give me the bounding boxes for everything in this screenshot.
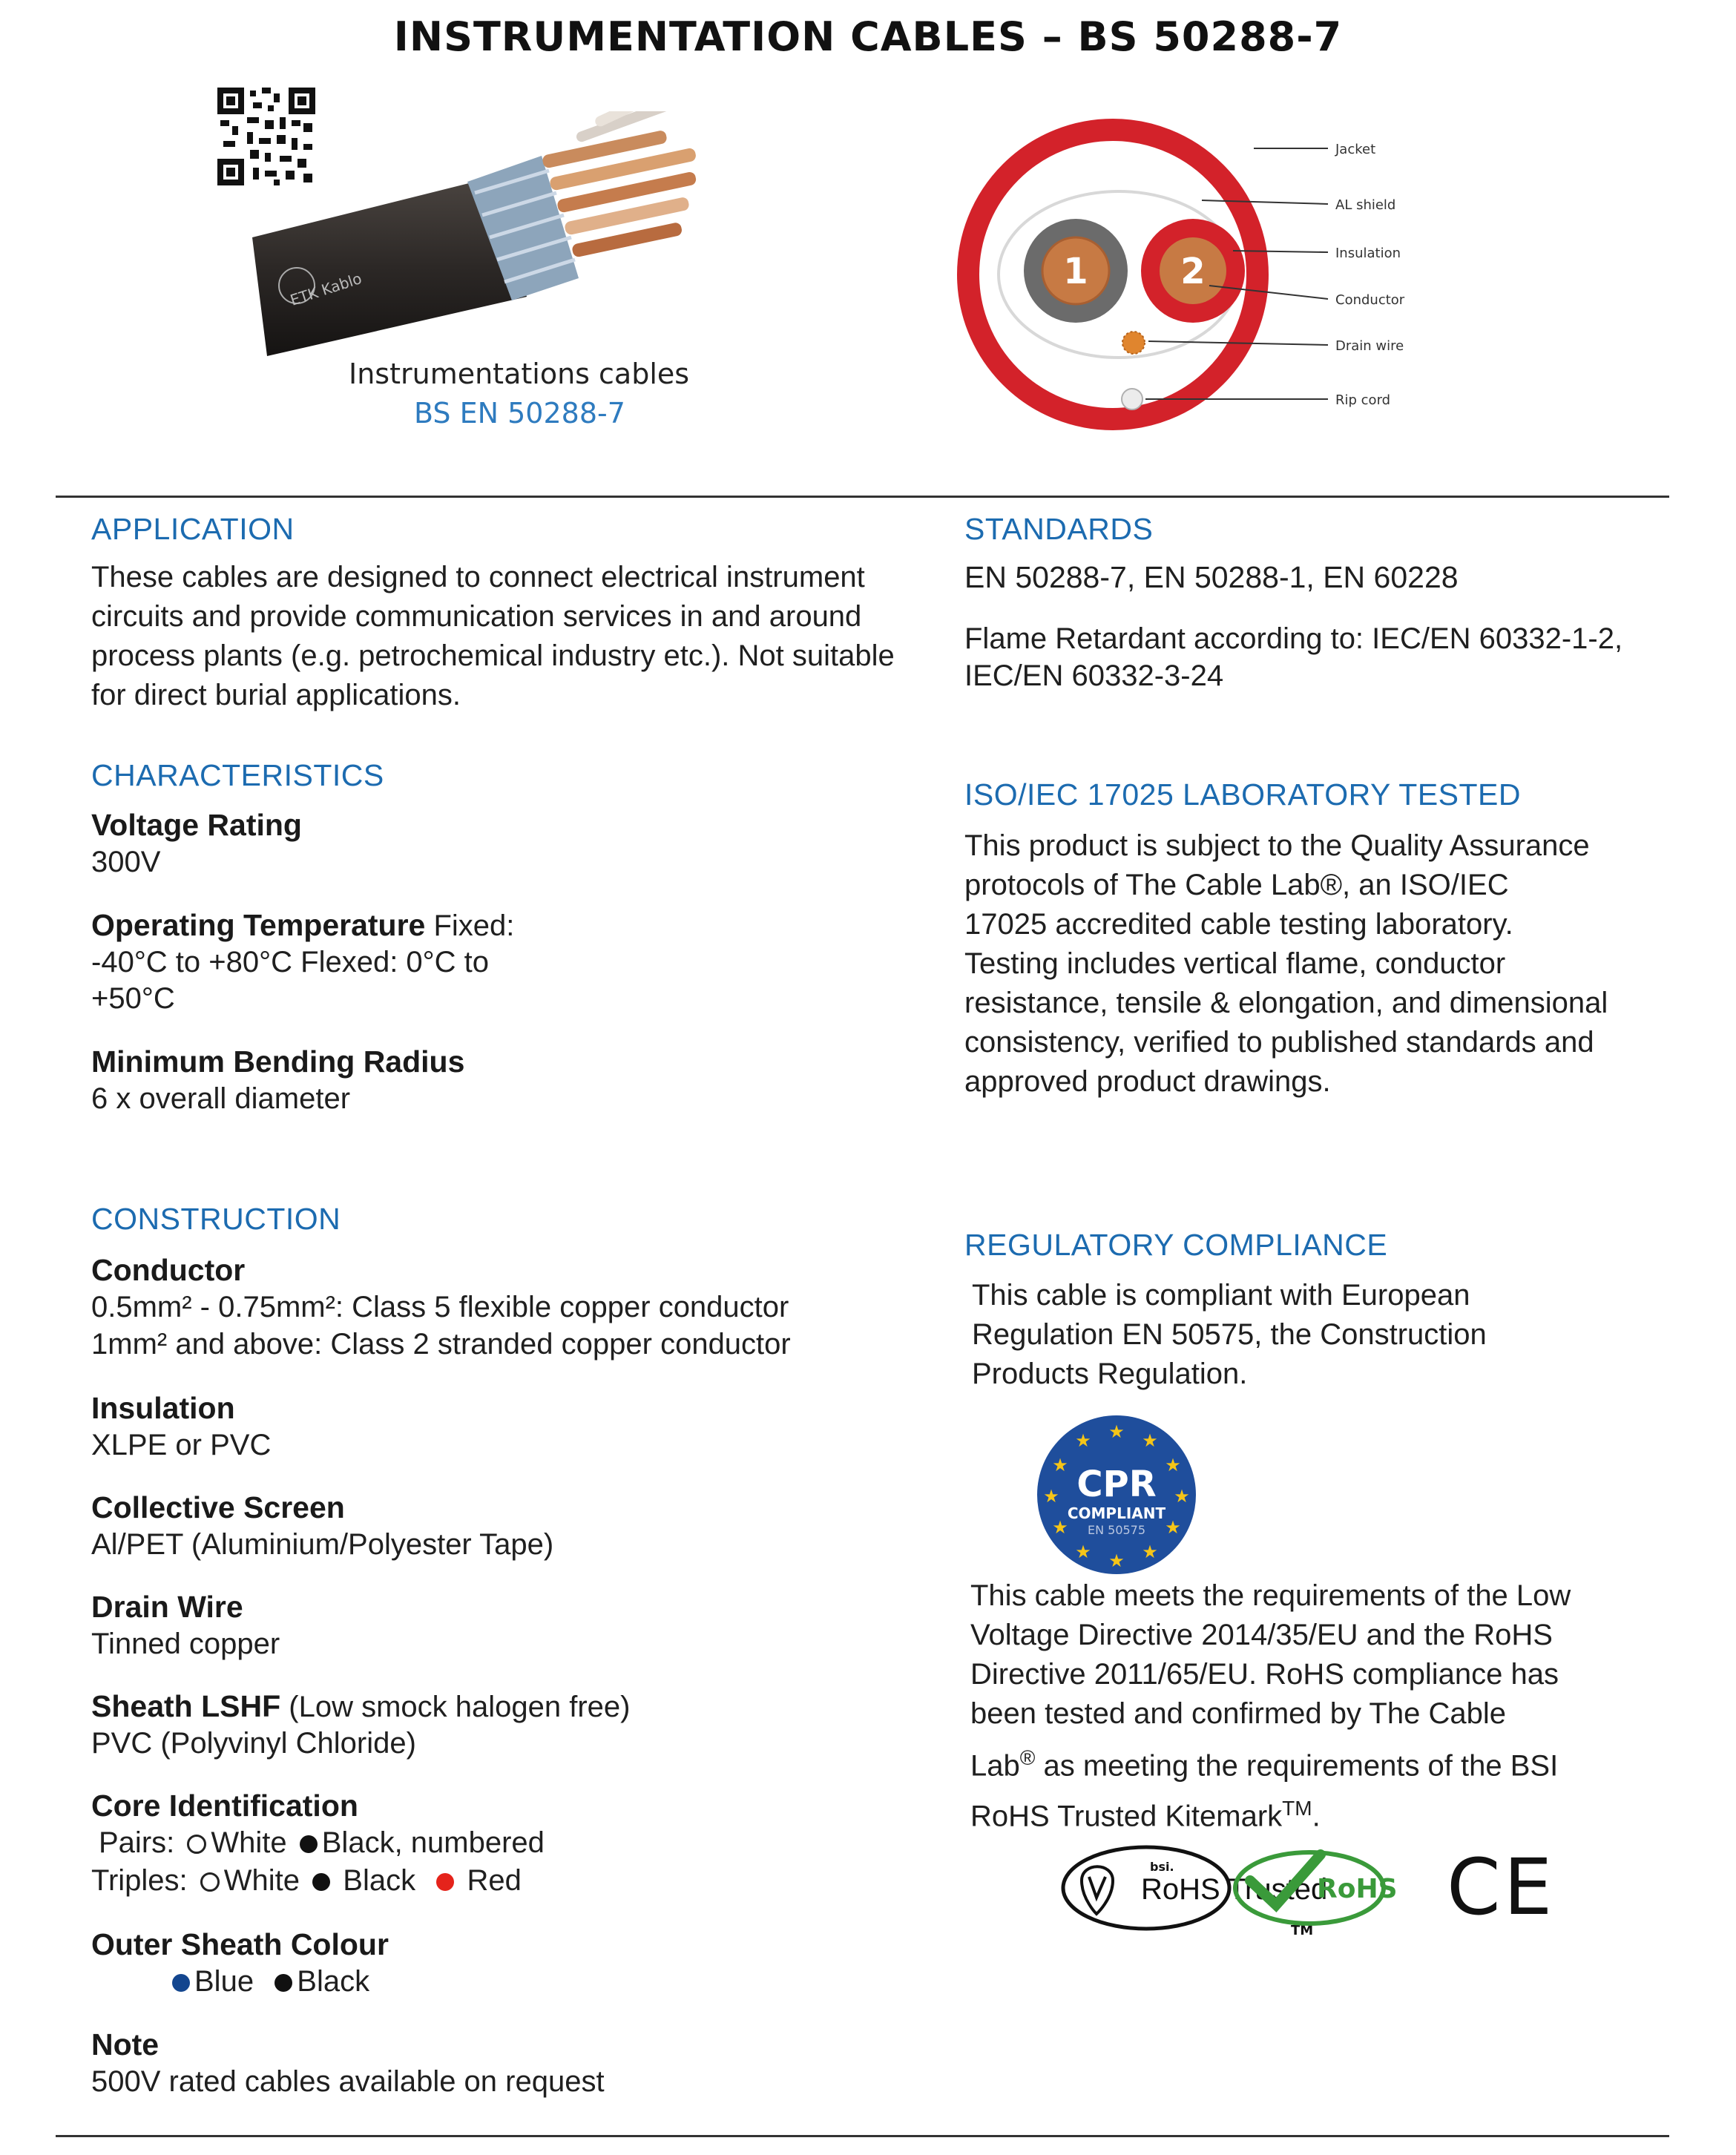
characteristics-heading: CHARACTERISTICS <box>91 758 384 792</box>
svg-text:★: ★ <box>1165 1517 1181 1538</box>
cpr-compliant-badge <box>1035 1413 1198 1576</box>
cable-print: ETK Kablo <box>288 269 364 309</box>
iso-line: consistency, verified to published standards and <box>964 1026 1594 1059</box>
core-identification-label: Core Identification <box>91 1789 358 1823</box>
cable-photo <box>245 111 734 363</box>
label-conductor: Conductor <box>1335 292 1405 308</box>
insulation-value: XLPE or PVC <box>91 1429 272 1461</box>
bending-radius-label: Minimum Bending Radius <box>91 1044 465 1079</box>
rohs-line: been tested and confirmed by The Cable <box>970 1697 1506 1730</box>
svg-text:★: ★ <box>1052 1455 1068 1475</box>
cpr-badge-title: CPR <box>1076 1464 1157 1505</box>
svg-text:★: ★ <box>1165 1455 1181 1475</box>
triples-prefix: Triples: <box>91 1864 188 1897</box>
note-value: 500V rated cables available on request <box>91 2065 605 2098</box>
svg-text:★: ★ <box>1174 1486 1190 1507</box>
temperature-range-end: +50°C <box>91 982 175 1015</box>
bsi-small-text: bsi. <box>1150 1860 1174 1874</box>
cable-cross-section-diagram <box>957 119 1432 482</box>
construction-heading: CONSTRUCTION <box>91 1202 341 1236</box>
iso-line: resistance, tensile & elongation, and dimensional <box>964 987 1608 1019</box>
sheath-suffix: (Low smock halogen free) <box>280 1691 631 1723</box>
temperature-fixed: Fixed: <box>425 909 515 942</box>
iso-line: approved product drawings. <box>964 1065 1331 1098</box>
sheath-value: PVC (Polyvinyl Chloride) <box>91 1727 416 1760</box>
application-text <box>91 558 930 715</box>
application-line: process plants (e.g. petrochemical industry etc.). Not suitable <box>91 639 895 672</box>
screen-value: Al/PET (Aluminium/Polyester Tape) <box>91 1528 554 1561</box>
bsi-tm-text: TM <box>1291 1923 1314 1938</box>
svg-text:★: ★ <box>1108 1550 1125 1571</box>
screen-label: Collective Screen <box>91 1490 345 1524</box>
svg-text:★: ★ <box>1108 1421 1125 1442</box>
outer-sheath-label: Outer Sheath Colour <box>91 1927 389 1961</box>
label-al-shield: AL shield <box>1335 197 1396 213</box>
compliance-logos <box>1061 1840 1565 1951</box>
triples-line <box>91 1862 522 1899</box>
iso-text <box>964 826 1608 1102</box>
svg-text:★: ★ <box>1075 1542 1091 1562</box>
label-rip-cord: Rip cord <box>1335 392 1391 408</box>
svg-text:★: ★ <box>1142 1430 1158 1451</box>
regulatory-line: This cable is compliant with European <box>972 1279 1470 1312</box>
trademark: TM <box>1282 1797 1312 1820</box>
regulatory-line: Regulation EN 50575, the Construction <box>972 1318 1487 1351</box>
rohs-line: Voltage Directive 2014/35/EU and the RoHS <box>970 1619 1553 1651</box>
rohs-logo-text: RoHS <box>1317 1874 1398 1904</box>
triples-black: Black <box>343 1864 416 1897</box>
drain-wire-value: Tinned copper <box>91 1628 280 1660</box>
label-drain-wire: Drain wire <box>1335 338 1404 354</box>
temperature-label: Operating Temperature <box>91 908 426 942</box>
svg-text:★: ★ <box>1052 1517 1068 1538</box>
conductor-label: Conductor <box>91 1253 246 1287</box>
regulatory-heading: REGULATORY COMPLIANCE <box>964 1228 1388 1262</box>
divider-bottom <box>56 2135 1669 2137</box>
red-dot-icon <box>436 1873 454 1891</box>
iso-heading: ISO/IEC 17025 LABORATORY TESTED <box>964 777 1522 812</box>
black-dot-icon <box>274 1974 292 1992</box>
conductor-line: 1mm² and above: Class 2 stranded copper conductor <box>91 1328 791 1361</box>
white-dot-icon <box>200 1872 220 1892</box>
registered-mark: ® <box>1019 1746 1036 1769</box>
iso-line: 17025 accredited cable testing laboratory. <box>964 908 1513 941</box>
regulatory-line: Products Regulation. <box>972 1358 1248 1390</box>
outer-sheath-colours <box>172 1963 369 2000</box>
flame-line: IEC/EN 60332-3-24 <box>964 659 1224 692</box>
pairs-white: White <box>211 1826 287 1859</box>
core-2-number: 2 <box>1180 251 1206 292</box>
svg-text:★: ★ <box>1075 1430 1091 1451</box>
note-label: Note <box>91 2027 160 2062</box>
blue-dot-icon <box>172 1974 190 1992</box>
rohs-text <box>970 1576 1571 1837</box>
svg-text:★: ★ <box>1043 1486 1059 1507</box>
sheath-line <box>91 1687 630 1725</box>
black-dot-icon <box>300 1835 318 1853</box>
application-line: These cables are designed to connect electrical instrument <box>91 561 865 593</box>
regulatory-text <box>972 1276 1487 1394</box>
voltage-value: 300V <box>91 846 161 878</box>
application-line: for direct burial applications. <box>91 679 461 711</box>
outer-black: Black <box>297 1965 370 1998</box>
iso-line: This product is subject to the Quality Assurance <box>964 829 1590 862</box>
cpr-badge-standard: EN 50575 <box>1087 1523 1146 1537</box>
page-title: INSTRUMENTATION CABLES – BS 50288-7 <box>393 13 1343 60</box>
ce-mark-icon: CE <box>1447 1842 1556 1932</box>
standards-heading: STANDARDS <box>964 512 1154 546</box>
bsi-rohs-text: RoHS Trusted <box>1141 1873 1328 1906</box>
temperature-range: -40°C to +80°C Flexed: 0°C to <box>91 946 490 978</box>
temperature-block <box>91 906 611 1017</box>
pairs-line <box>99 1824 545 1861</box>
pairs-prefix: Pairs: <box>99 1826 175 1859</box>
iso-line: Testing includes vertical flame, conductor <box>964 947 1506 980</box>
triples-red: Red <box>467 1864 522 1897</box>
white-dot-icon <box>187 1835 206 1854</box>
bending-radius-value: 6 x overall diameter <box>91 1082 351 1115</box>
application-heading: APPLICATION <box>91 512 295 546</box>
drain-wire-label: Drain Wire <box>91 1590 243 1624</box>
iso-line: protocols of The Cable Lab®, an ISO/IEC <box>964 869 1509 901</box>
cpr-badge-compliant: COMPLIANT <box>1067 1504 1166 1522</box>
flame-retardant <box>964 620 1622 694</box>
conductor-line: 0.5mm² - 0.75mm²: Class 5 flexible copper conductor <box>91 1291 789 1323</box>
photo-caption: Instrumentations cables <box>349 358 690 390</box>
rohs-line: Directive 2011/65/EU. RoHS compliance has <box>970 1658 1559 1691</box>
lab-text: Lab <box>970 1749 1020 1783</box>
core-1-number: 1 <box>1063 251 1088 292</box>
pairs-black: Black, numbered <box>321 1826 545 1859</box>
triples-white: White <box>223 1864 300 1897</box>
black-dot-icon <box>312 1873 330 1891</box>
voltage-label: Voltage Rating <box>91 808 302 842</box>
rohs-line: This cable meets the requirements of the Low <box>970 1579 1571 1612</box>
lab-text-rest: as meeting the requirements of the BSI <box>1035 1749 1559 1783</box>
divider-top <box>56 496 1669 498</box>
standards-line: EN 50288-7, EN 50288-1, EN 60228 <box>964 560 1459 594</box>
svg-text:★: ★ <box>1142 1542 1158 1562</box>
photo-caption-standard: BS EN 50288-7 <box>414 397 625 430</box>
kitemark-period: . <box>1312 1800 1321 1833</box>
application-line: circuits and provide communication services in and around <box>91 600 862 633</box>
insulation-label: Insulation <box>91 1391 235 1425</box>
label-insulation: Insulation <box>1335 246 1401 261</box>
label-jacket: Jacket <box>1335 142 1376 157</box>
sheath-label: Sheath LSHF <box>91 1689 281 1723</box>
flame-line: Flame Retardant according to: IEC/EN 60332-1-2, <box>964 622 1623 655</box>
kitemark-text: RoHS Trusted Kitemark <box>970 1800 1283 1833</box>
outer-blue: Blue <box>194 1965 254 1998</box>
